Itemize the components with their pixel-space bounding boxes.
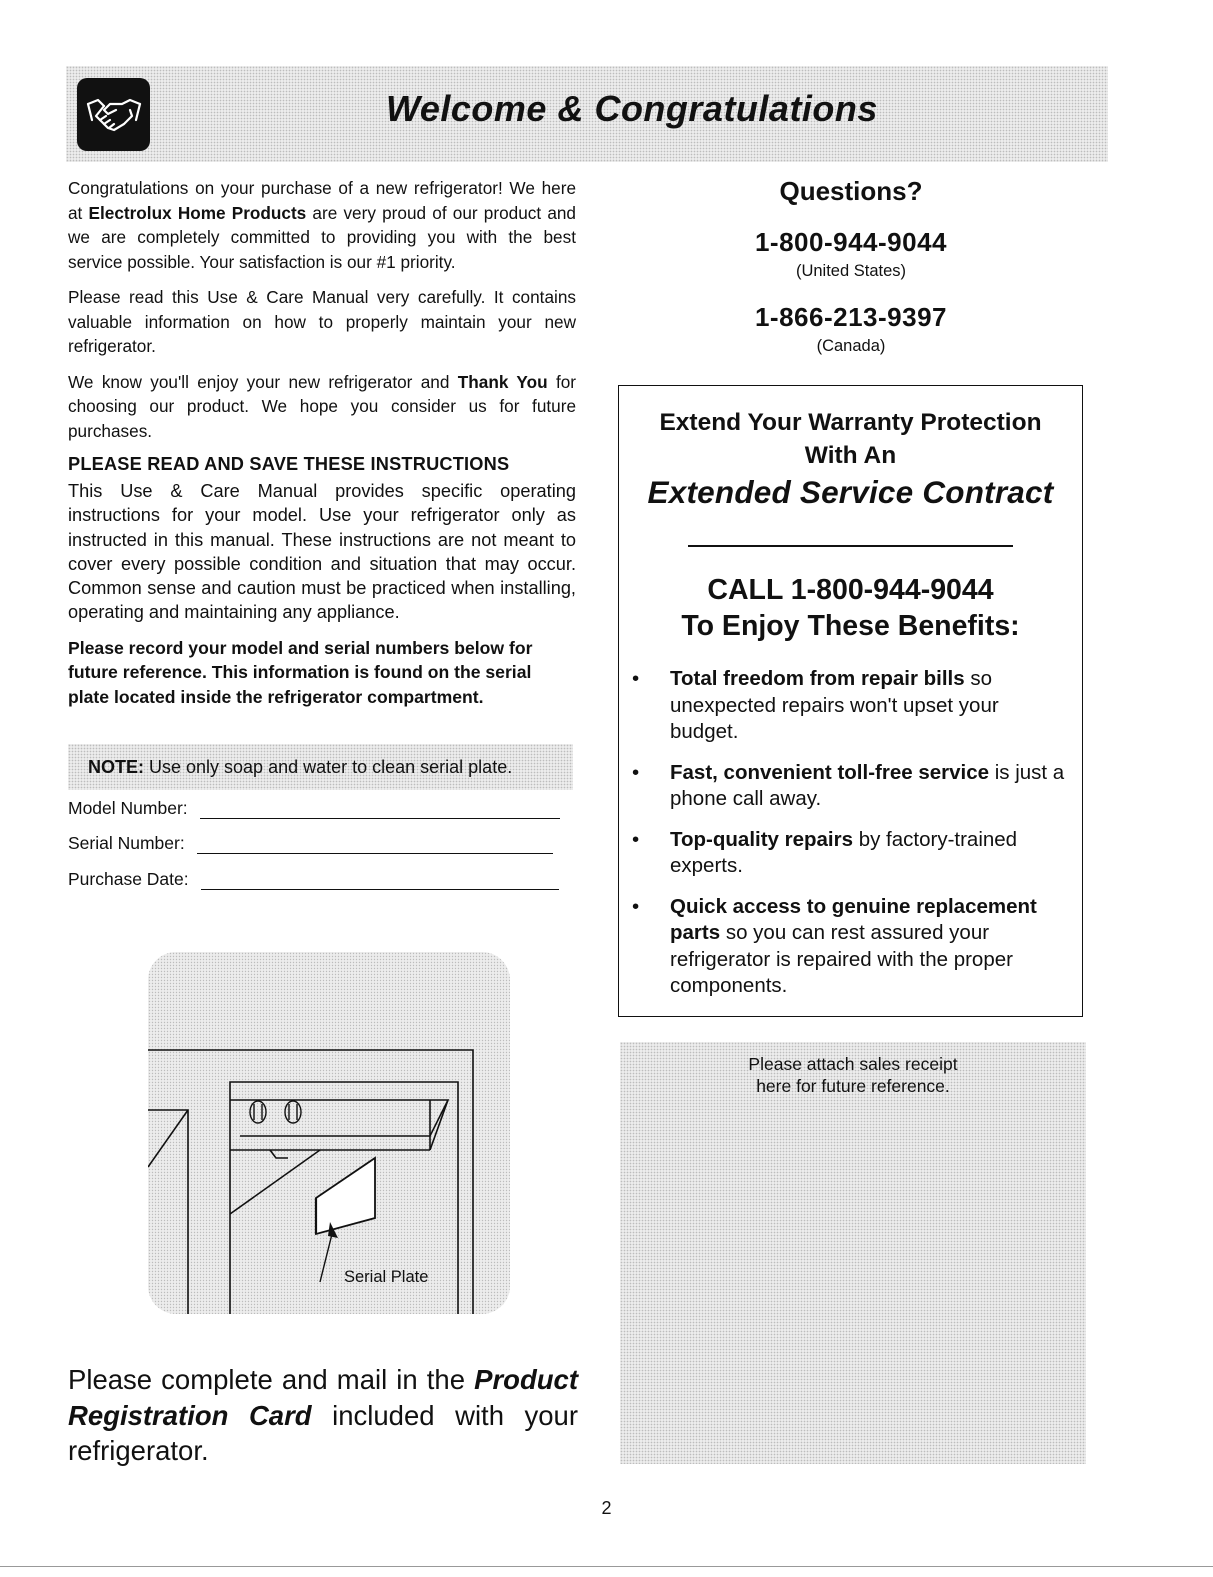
registration-card-name: Product Registration Card — [68, 1364, 578, 1431]
serial-number-line — [197, 835, 553, 854]
note-box — [68, 744, 573, 790]
benefit-item — [619, 666, 1082, 746]
benefit-text: so unexpected repairs won't upset your budget. — [670, 667, 999, 743]
registration-text: Please complete and mail in the — [68, 1364, 475, 1395]
benefit-item — [619, 894, 1082, 1000]
serial-number-field — [68, 833, 553, 854]
page-number: 2 — [601, 1498, 612, 1518]
canada-phone-number: 1-866-213-9397 — [754, 302, 948, 332]
questions-section — [618, 176, 1084, 356]
note-label: NOTE: — [88, 757, 144, 777]
receipt-instructions: Please attach sales receipt here for future reference. — [748, 1054, 958, 1096]
thank-you-text: We know you'll enjoy your new refrigerator and — [68, 371, 458, 392]
canada-label: (Canada) — [816, 337, 886, 355]
us-label: (United States) — [795, 262, 907, 280]
instructions-body: This Use & Care Manual provides specific operating instructions for your model. Use your refrigerator only as instructed in this manual. These instructions are not meant to cover every possible condition and situation that may occur. Common sense and caution must be practiced when installing, operating and maintaining any appliance. — [68, 481, 576, 623]
intro-column — [68, 176, 576, 720]
benefit-item — [619, 760, 1082, 813]
purchase-date-line — [201, 871, 559, 890]
questions-title: Questions? — [779, 176, 923, 206]
benefit-item — [619, 827, 1082, 880]
brand-name: Electrolux Home Products — [88, 202, 307, 223]
serial-number-label: Serial Number: — [68, 833, 185, 853]
handshake-icon — [77, 78, 150, 151]
registration-card-text — [68, 1362, 578, 1469]
warranty-heading — [619, 406, 1082, 472]
model-number-field — [68, 798, 560, 819]
bullet-icon: • — [632, 827, 640, 851]
benefit-text: so you can rest assured your refrigerator is repaired with the proper components. — [670, 921, 1013, 997]
call-heading — [619, 572, 1082, 644]
benefits-heading: To Enjoy These Benefits: — [681, 610, 1020, 642]
warranty-heading-line-1: Extend Your Warranty Protection — [659, 409, 1042, 436]
intro-text: are very proud of our product and we are completely committed to providing you with the best service possible. Your satisfaction is our #1 priority. — [68, 202, 576, 272]
model-number-label: Model Number: — [68, 798, 188, 818]
benefit-text: by factory-trained experts. — [670, 827, 1018, 877]
header-banner — [66, 66, 1108, 162]
intro-text: Congratulations on your purchase of a new refrigerator! We here at — [68, 178, 576, 223]
intro-paragraph — [68, 176, 576, 274]
thank-you-text: for choosing our product. We hope you consider us for future purchases. — [68, 371, 577, 441]
thank-you-paragraph — [68, 370, 576, 444]
bullet-icon: • — [632, 667, 640, 690]
benefits-list — [619, 666, 1082, 1000]
registration-text: included with your refrigerator. — [68, 1399, 578, 1466]
bullet-icon: • — [632, 894, 640, 918]
model-number-line — [200, 800, 560, 819]
purchase-date-field — [68, 869, 559, 890]
thank-you-bold: Thank You — [457, 371, 548, 392]
page-title: Welcome & Congratulations — [386, 88, 878, 129]
read-manual-paragraph: Please read this Use & Care Manual very carefully. It contains valuable information on how to properly maintain your new refrigerator. — [68, 287, 576, 356]
serial-plate-label: Serial Plate — [344, 1268, 429, 1286]
page-bottom-rule — [0, 1566, 1213, 1567]
warranty-box — [618, 385, 1083, 1017]
note-text: Use only soap and water to clean serial plate. — [144, 757, 513, 777]
serial-plate-illustration — [148, 952, 510, 1314]
call-phone-line: CALL 1-800-944-9044 — [707, 574, 994, 606]
extended-service-contract-title: Extended Service Contract — [647, 474, 1054, 510]
bullet-icon: • — [632, 760, 640, 784]
divider — [688, 545, 1013, 547]
us-phone-number: 1-800-944-9044 — [754, 227, 948, 257]
sales-receipt-area — [620, 1042, 1086, 1464]
purchase-date-label: Purchase Date: — [68, 869, 189, 889]
benefit-bold: Quick access to genuine replacement parts — [670, 894, 1037, 944]
instructions-heading: PLEASE READ AND SAVE THESE INSTRUCTIONS — [68, 454, 510, 474]
benefit-bold: Fast, convenient toll-free service — [670, 760, 990, 784]
record-numbers-paragraph: Please record your model and serial numbers below for future reference. This information is found on the serial plate located inside the refrigerator compartment. — [68, 637, 533, 707]
benefit-text: is just a phone call away. — [670, 760, 1065, 810]
benefit-bold: Top-quality repairs — [670, 827, 854, 851]
warranty-heading-line-2: With An — [804, 442, 897, 469]
benefit-bold: Total freedom from repair bills — [670, 667, 965, 690]
